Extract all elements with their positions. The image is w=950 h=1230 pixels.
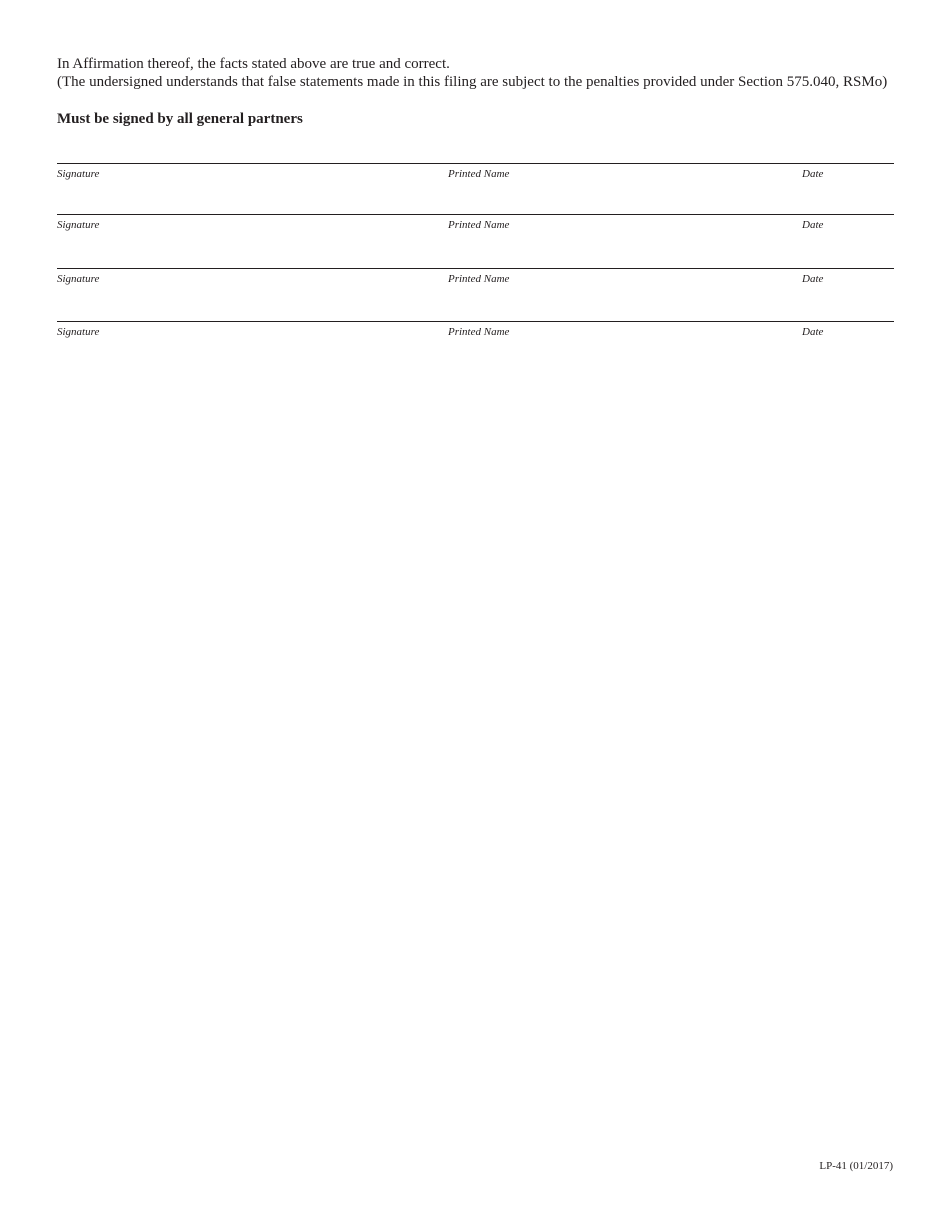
signature-label: Signature xyxy=(57,326,100,338)
date-label: Date xyxy=(802,168,824,180)
date-label: Date xyxy=(802,326,824,338)
signature-row-2[interactable] xyxy=(57,214,894,237)
printed-name-label: Printed Name xyxy=(448,326,510,338)
printed-name-label: Printed Name xyxy=(448,273,510,285)
printed-name-label: Printed Name xyxy=(448,168,510,180)
penalty-notice: (The undersigned understands that false statements made in this filing are subject to the penalties provided under Section 575.040, RSMo) xyxy=(57,74,888,90)
date-label: Date xyxy=(802,219,824,231)
affirmation-statement: In Affirmation thereof, the facts stated above are true and correct. xyxy=(57,56,450,72)
signature-row-3[interactable] xyxy=(57,268,894,291)
signature-label: Signature xyxy=(57,168,100,180)
printed-name-label: Printed Name xyxy=(448,219,510,231)
date-label: Date xyxy=(802,273,824,285)
signature-row-1[interactable] xyxy=(57,163,894,186)
signature-label: Signature xyxy=(57,273,100,285)
signature-label: Signature xyxy=(57,219,100,231)
form-identifier: LP-41 (01/2017) xyxy=(819,1160,893,1172)
signing-instruction: Must be signed by all general partners xyxy=(57,111,303,127)
signature-row-4[interactable] xyxy=(57,321,894,344)
